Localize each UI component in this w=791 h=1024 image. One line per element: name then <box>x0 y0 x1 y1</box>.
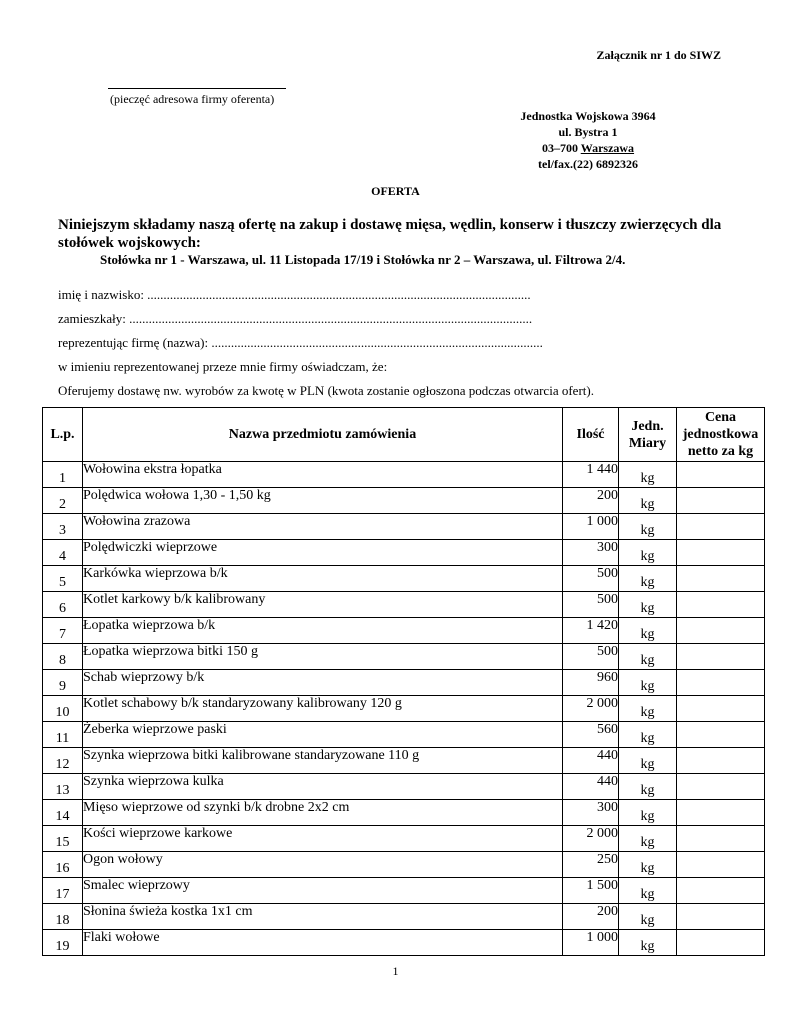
row-price-input[interactable] <box>677 800 765 826</box>
unit-name: Jednostka Wojskowa 3964 <box>520 109 656 123</box>
row-quantity: 440 <box>563 774 619 800</box>
row-item-name: Polędwiczki wieprzowe <box>83 540 563 566</box>
row-quantity: 1 420 <box>563 618 619 644</box>
row-item-name: Karkówka wieprzowa b/k <box>83 566 563 592</box>
row-quantity: 1 000 <box>563 514 619 540</box>
row-quantity: 2 000 <box>563 826 619 852</box>
row-quantity: 300 <box>563 800 619 826</box>
row-lp: 6 <box>43 592 83 618</box>
row-item-name: Szynka wieprzowa kulka <box>83 774 563 800</box>
row-quantity: 1 440 <box>563 462 619 488</box>
row-item-name: Żeberka wieprzowe paski <box>83 722 563 748</box>
row-item-name: Łopatka wieprzowa b/k <box>83 618 563 644</box>
row-quantity: 500 <box>563 566 619 592</box>
row-price-input[interactable] <box>677 774 765 800</box>
row-price-input[interactable] <box>677 592 765 618</box>
row-price-input[interactable] <box>677 618 765 644</box>
row-quantity: 500 <box>563 644 619 670</box>
unit-phone: tel/fax.(22) 6892326 <box>538 157 638 171</box>
row-quantity: 960 <box>563 670 619 696</box>
row-unit: kg <box>619 930 677 956</box>
row-unit: kg <box>619 540 677 566</box>
row-lp: 3 <box>43 514 83 540</box>
row-lp: 9 <box>43 670 83 696</box>
row-price-input[interactable] <box>677 540 765 566</box>
row-item-name: Szynka wieprzowa bitki kalibrowane standaryzowane 110 g <box>83 748 563 774</box>
table-row <box>43 670 765 696</box>
row-item-name: Kotlet karkowy b/k kalibrowany <box>83 592 563 618</box>
row-price-input[interactable] <box>677 566 765 592</box>
row-lp: 4 <box>43 540 83 566</box>
row-quantity: 500 <box>563 592 619 618</box>
attachment-label: Załącznik nr 1 do SIWZ <box>596 48 721 62</box>
table-row <box>43 774 765 800</box>
row-quantity: 440 <box>563 748 619 774</box>
row-price-input[interactable] <box>677 748 765 774</box>
table-row <box>43 488 765 514</box>
table-row <box>43 566 765 592</box>
row-lp: 14 <box>43 800 83 826</box>
row-price-input[interactable] <box>677 670 765 696</box>
row-item-name: Mięso wieprzowe od szynki b/k drobne 2x2 cm <box>83 800 563 826</box>
row-lp: 13 <box>43 774 83 800</box>
row-unit: kg <box>619 800 677 826</box>
row-item-name: Polędwica wołowa 1,30 - 1,50 kg <box>83 488 563 514</box>
header-unit: Jedn. Miary <box>619 408 677 462</box>
table-row <box>43 878 765 904</box>
table-row <box>43 722 765 748</box>
row-lp: 7 <box>43 618 83 644</box>
row-unit: kg <box>619 462 677 488</box>
row-unit: kg <box>619 826 677 852</box>
offer-statement: Oferujemy dostawę nw. wyrobów za kwotę w PLN (kwota zostanie ogłoszona podczas otwarcia ofert). <box>58 383 594 398</box>
table-row <box>43 930 765 956</box>
row-quantity: 300 <box>563 540 619 566</box>
header-name: Nazwa przedmiotu zamówienia <box>83 408 563 462</box>
row-price-input[interactable] <box>677 826 765 852</box>
row-item-name: Wołowina zrazowa <box>83 514 563 540</box>
row-unit: kg <box>619 644 677 670</box>
unit-city-line <box>500 140 676 156</box>
table-row <box>43 904 765 930</box>
table-header-row <box>43 408 765 462</box>
row-unit: kg <box>619 878 677 904</box>
row-item-name: Wołowina ekstra łopatka <box>83 462 563 488</box>
company-field[interactable]: reprezentując firmę (nazwa): ...................................................................................................... <box>58 335 543 350</box>
unit-city: Warszawa <box>580 141 635 155</box>
row-quantity: 250 <box>563 852 619 878</box>
table-row <box>43 826 765 852</box>
row-price-input[interactable] <box>677 852 765 878</box>
table-row <box>43 514 765 540</box>
row-price-input[interactable] <box>677 930 765 956</box>
row-lp: 15 <box>43 826 83 852</box>
row-price-input[interactable] <box>677 644 765 670</box>
row-lp: 8 <box>43 644 83 670</box>
row-unit: kg <box>619 722 677 748</box>
table-row <box>43 800 765 826</box>
row-unit: kg <box>619 592 677 618</box>
row-unit: kg <box>619 696 677 722</box>
header-price: Cena jednostkowa netto za kg <box>677 408 765 462</box>
table-row <box>43 644 765 670</box>
row-unit: kg <box>619 514 677 540</box>
row-unit: kg <box>619 488 677 514</box>
intro-statement: Niniejszym składamy naszą ofertę na zakup i dostawę mięsa, wędlin, konserw i tłuszczy zwierzęcych dla stołówek wojskowych: <box>58 217 722 251</box>
row-quantity: 1 500 <box>563 878 619 904</box>
row-item-name: Kotlet schabowy b/k standaryzowany kalibrowany 120 g <box>83 696 563 722</box>
header-lp: L.p. <box>43 408 83 462</box>
row-lp: 17 <box>43 878 83 904</box>
unit-postcode: 03–700 <box>541 141 578 155</box>
table-row <box>43 462 765 488</box>
row-price-input[interactable] <box>677 514 765 540</box>
offer-table <box>42 407 765 956</box>
row-quantity: 560 <box>563 722 619 748</box>
row-price-input[interactable] <box>677 488 765 514</box>
row-price-input[interactable] <box>677 696 765 722</box>
row-lp: 18 <box>43 904 83 930</box>
table-row <box>43 696 765 722</box>
address-field[interactable]: zamieszkały: ............................................................................................................................ <box>58 311 533 326</box>
row-lp: 19 <box>43 930 83 956</box>
row-lp: 12 <box>43 748 83 774</box>
row-lp: 2 <box>43 488 83 514</box>
row-quantity: 200 <box>563 904 619 930</box>
table-row <box>43 748 765 774</box>
row-item-name: Flaki wołowe <box>83 930 563 956</box>
row-lp: 11 <box>43 722 83 748</box>
row-unit: kg <box>619 748 677 774</box>
unit-street: ul. Bystra 1 <box>558 125 618 139</box>
row-item-name: Smalec wieprzowy <box>83 878 563 904</box>
row-unit: kg <box>619 566 677 592</box>
document-title: OFERTA <box>371 184 420 198</box>
row-lp: 16 <box>43 852 83 878</box>
row-item-name: Ogon wołowy <box>83 852 563 878</box>
row-unit: kg <box>619 774 677 800</box>
table-row <box>43 540 765 566</box>
row-price-input[interactable] <box>677 722 765 748</box>
row-quantity: 200 <box>563 488 619 514</box>
row-lp: 5 <box>43 566 83 592</box>
row-item-name: Łopatka wieprzowa bitki 150 g <box>83 644 563 670</box>
header-qty: Ilość <box>563 408 619 462</box>
row-unit: kg <box>619 670 677 696</box>
row-quantity: 1 000 <box>563 930 619 956</box>
row-item-name: Schab wieprzowy b/k <box>83 670 563 696</box>
table-row <box>43 592 765 618</box>
row-item-name: Słonina świeża kostka 1x1 cm <box>83 904 563 930</box>
row-quantity: 2 000 <box>563 696 619 722</box>
row-unit: kg <box>619 618 677 644</box>
row-unit: kg <box>619 852 677 878</box>
recipient-address-block <box>500 108 676 172</box>
row-price-input[interactable] <box>677 878 765 904</box>
row-item-name: Kości wieprzowe karkowe <box>83 826 563 852</box>
stamp-signature-line <box>108 88 286 89</box>
row-lp: 1 <box>43 462 83 488</box>
table-row <box>43 618 765 644</box>
row-price-input[interactable] <box>677 904 765 930</box>
declaration-text: w imieniu reprezentowanej przeze mnie firmy oświadczam, że: <box>58 359 388 374</box>
row-unit: kg <box>619 904 677 930</box>
canteens-line: Stołówka nr 1 - Warszawa, ul. 11 Listopada 17/19 i Stołówka nr 2 – Warszawa, ul. Filtrowa 2/4. <box>100 252 626 267</box>
name-field[interactable]: imię i nazwisko: ...................................................................................................................... <box>58 287 531 302</box>
stamp-caption: (pieczęć adresowa firmy oferenta) <box>110 92 275 106</box>
table-row <box>43 852 765 878</box>
page-number: 1 <box>392 964 399 978</box>
row-lp: 10 <box>43 696 83 722</box>
row-price-input[interactable] <box>677 462 765 488</box>
